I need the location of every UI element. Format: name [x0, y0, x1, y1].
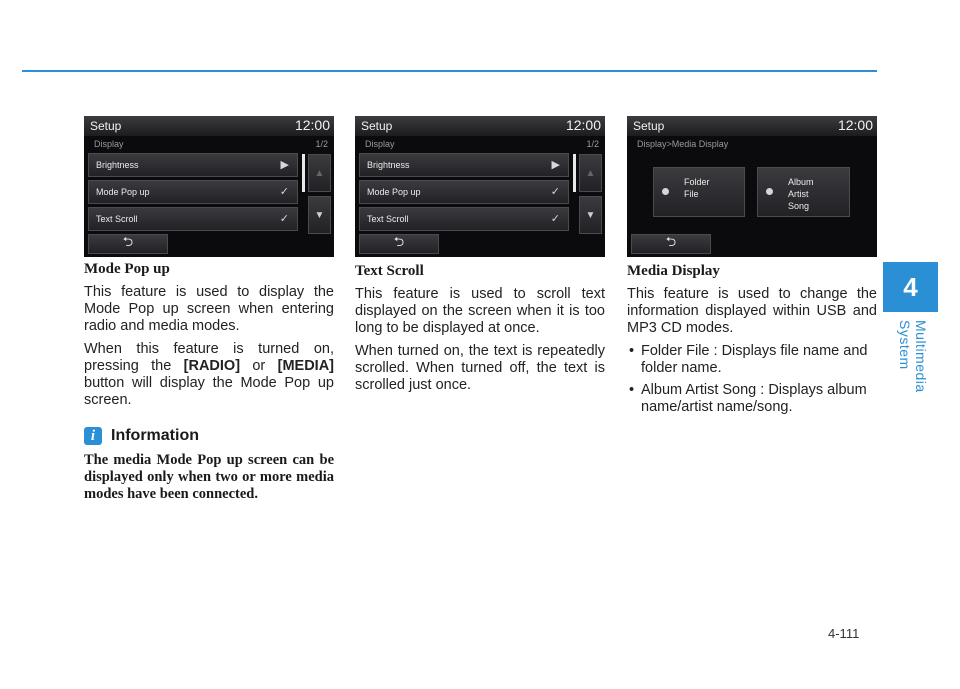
- menu-item-label: Text Scroll: [367, 214, 409, 224]
- paragraph: This feature is used to display the Mode Pop up screen when entering radio and media modes.: [84, 284, 334, 334]
- information-body: The media Mode Pop up screen can be displayed only when two or more media modes have been connected.: [84, 452, 334, 502]
- checkmark-icon: ✓: [550, 213, 560, 225]
- arrow-right-icon: ▶: [551, 159, 560, 171]
- radio-dot-icon: [766, 188, 773, 195]
- scroll-down-button[interactable]: [308, 196, 331, 234]
- section-heading: Mode Pop up: [84, 261, 170, 277]
- menu-item-text-scroll[interactable]: [88, 207, 298, 231]
- bullet-icon: •: [629, 382, 635, 398]
- setup-display-screen-1: [84, 116, 334, 257]
- option-label: Album Artist Song: [788, 177, 814, 211]
- screen-title: Setup: [633, 119, 665, 133]
- scrollbar[interactable]: [573, 154, 576, 192]
- screen-title: Setup: [90, 119, 122, 133]
- paragraph: When turned on, the text is repeatedly scrolled. When turned off, the text is scrolled just once.: [355, 343, 605, 393]
- screen-subtitle: Display>Media Display: [637, 139, 729, 149]
- screen-clock: 12:00: [837, 117, 873, 133]
- screen-title: Setup: [361, 119, 393, 133]
- section-mode-pop-up: [84, 261, 334, 409]
- screen-clock: 12:00: [294, 117, 330, 133]
- information-header: [84, 426, 199, 446]
- menu-item-mode-pop-up[interactable]: [88, 180, 298, 204]
- screen-subtitle-bar: [627, 136, 877, 152]
- page-number: 4-111: [828, 626, 860, 641]
- paragraph: This feature is used to change the information displayed within USB and MP3 CD modes.: [627, 286, 877, 336]
- option-folder-file[interactable]: [653, 167, 745, 217]
- paragraph: This feature is used to scroll text displayed on the screen when it is too long to be displayed at once.: [355, 286, 605, 336]
- section-heading: Media Display: [627, 263, 720, 279]
- screen-subtitle: Display: [365, 139, 395, 149]
- scroll-up-button[interactable]: [579, 154, 602, 192]
- section-heading: Text Scroll: [355, 263, 424, 279]
- list-item: • Album Artist Song : Displays album name/artist name/song.: [629, 382, 867, 415]
- screen-subtitle-bar: [355, 136, 605, 152]
- list-item: • Folder File : Displays file name and folder name.: [629, 343, 868, 376]
- triangle-down-icon: ▼: [585, 209, 596, 221]
- screen-subtitle-bar: [84, 136, 334, 152]
- checkmark-icon: ✓: [279, 213, 289, 225]
- radio-dot-icon: [662, 188, 669, 195]
- menu-item-label: Mode Pop up: [367, 187, 421, 197]
- menu-item-brightness[interactable]: [359, 153, 569, 177]
- option-album-artist-song[interactable]: [757, 167, 850, 217]
- top-rule: [22, 70, 877, 72]
- screen-page-indicator: 1/2: [315, 139, 328, 149]
- screen-page-indicator: 1/2: [586, 139, 599, 149]
- screen-header: [84, 116, 334, 136]
- screen-clock: 12:00: [565, 117, 601, 133]
- media-key-label: [MEDIA]: [277, 358, 334, 374]
- checkmark-icon: ✓: [550, 186, 560, 198]
- back-button[interactable]: [359, 234, 439, 254]
- screen-subtitle: Display: [94, 139, 124, 149]
- back-button[interactable]: [631, 234, 711, 254]
- menu-item-label: Brightness: [367, 160, 410, 170]
- menu-item-brightness[interactable]: [88, 153, 298, 177]
- scrollbar[interactable]: [302, 154, 305, 192]
- checkmark-icon: ✓: [279, 186, 289, 198]
- scroll-down-button[interactable]: [579, 196, 602, 234]
- triangle-down-icon: ▼: [314, 209, 325, 221]
- back-button[interactable]: [88, 234, 168, 254]
- menu-item-label: Mode Pop up: [96, 187, 150, 197]
- menu-item-label: Text Scroll: [96, 214, 138, 224]
- setup-display-screen-2: [355, 116, 605, 257]
- menu-item-text-scroll[interactable]: [359, 207, 569, 231]
- information-title: Information: [111, 427, 199, 444]
- screen-header: [355, 116, 605, 136]
- screen-header: [627, 116, 877, 136]
- option-label: Folder File: [684, 177, 710, 199]
- back-arrow-icon: ⮌: [665, 234, 677, 249]
- menu-item-label: Brightness: [96, 160, 139, 170]
- info-icon: i: [84, 427, 102, 445]
- section-media-display: [627, 263, 877, 421]
- back-arrow-icon: ⮌: [122, 234, 134, 249]
- back-arrow-icon: ⮌: [393, 234, 405, 249]
- scroll-up-button[interactable]: [308, 154, 331, 192]
- triangle-up-icon: ▲: [585, 167, 596, 179]
- triangle-up-icon: ▲: [314, 167, 325, 179]
- section-text-scroll: [355, 263, 605, 394]
- media-display-screen: [627, 116, 877, 257]
- bullet-list: [627, 343, 877, 416]
- radio-key-label: [RADIO]: [183, 358, 241, 374]
- paragraph: When this feature is turned on, pressing the [RADIO] or [MEDIA] button will display the Mode Pop up screen.: [84, 341, 334, 408]
- chapter-title: Multimedia System: [897, 320, 929, 393]
- menu-item-mode-pop-up[interactable]: [359, 180, 569, 204]
- chapter-tab: [883, 262, 938, 312]
- arrow-right-icon: ▶: [280, 159, 289, 171]
- chapter-number: 4: [903, 271, 918, 302]
- bullet-icon: •: [629, 343, 635, 359]
